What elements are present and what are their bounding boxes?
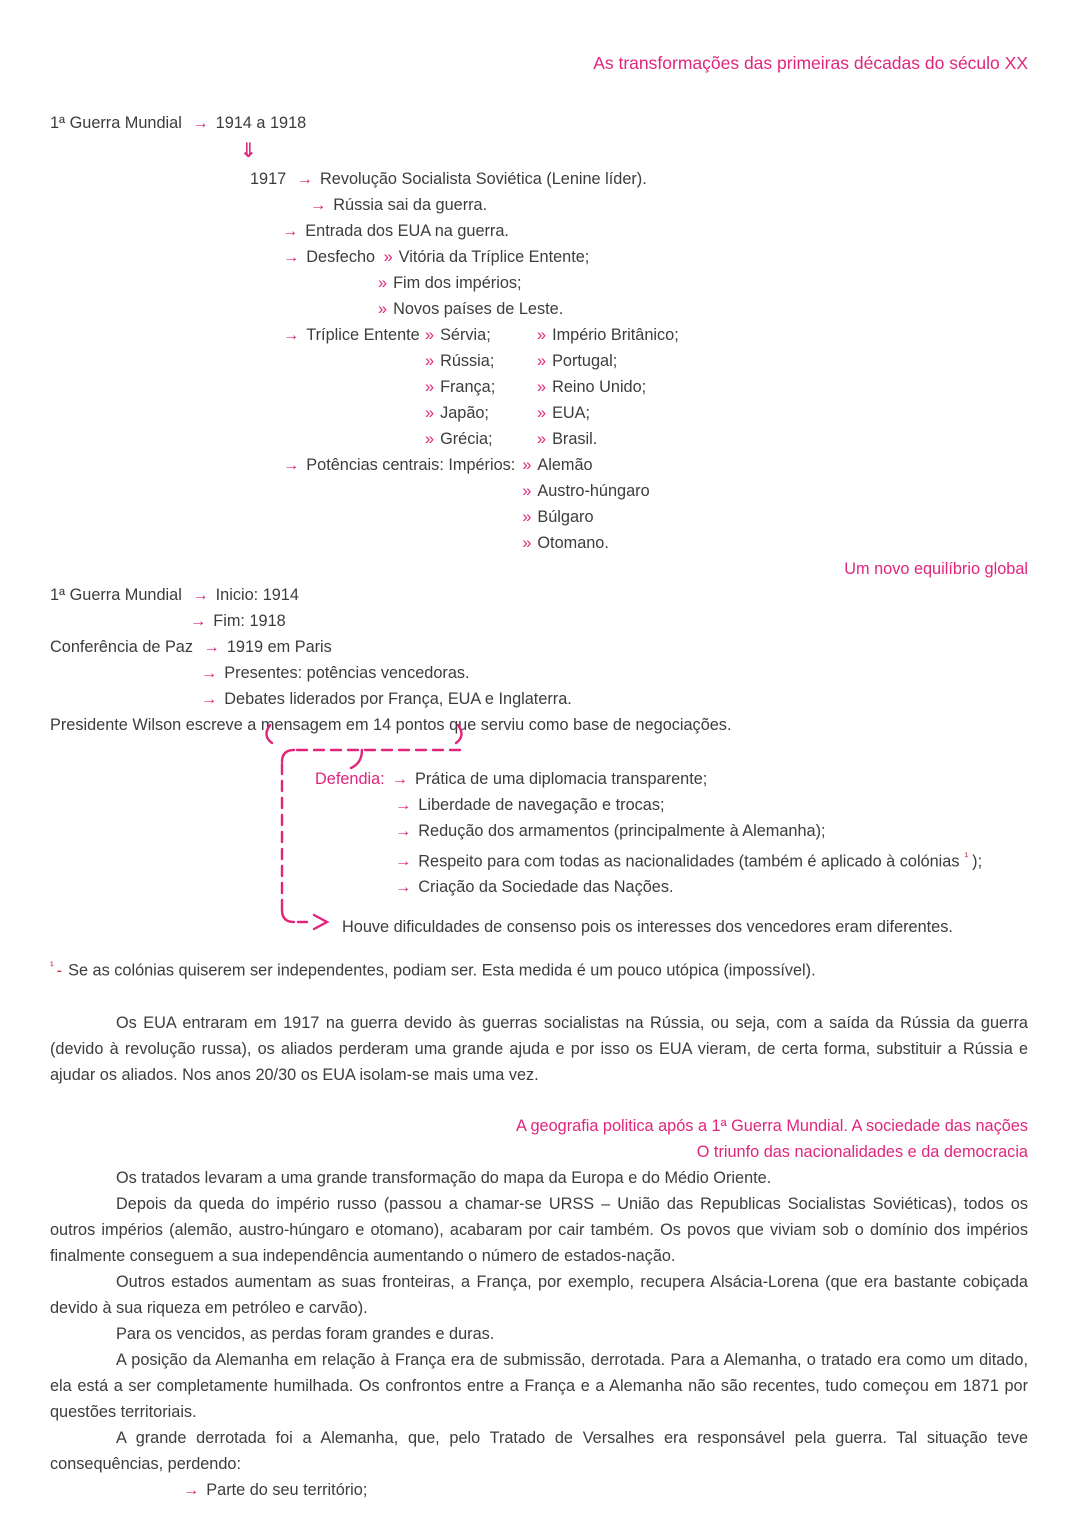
line-outcome (283, 244, 1028, 270)
arrow-icon: → (201, 690, 218, 708)
chevron-icon: » (537, 326, 547, 344)
outcome-2: Fim dos impérios; (393, 274, 522, 292)
list-item: » EUA; (537, 404, 591, 422)
line-outcome-3 (378, 296, 1028, 322)
arrow-icon: → (395, 796, 412, 814)
arrow-icon: → (283, 456, 300, 474)
central-label-line (283, 452, 515, 478)
defended-label: Defendia: (315, 770, 385, 788)
wilson-text: Presidente Wilson escreve a mensagem em 14 pontos que serviu como base de negociações. (50, 716, 732, 734)
arrow-icon: → (395, 822, 412, 840)
paragraph-borders: Outros estados aumentam as suas fronteiras, a França, por exemplo, recupera Alsácia-Lorena (que era bastante cobiçada devido à sua riqueza em petróleo e carvão). (50, 1272, 1028, 1317)
usa-entry-text: Entrada dos EUA na guerra. (305, 222, 509, 240)
chevron-icon: » (522, 456, 532, 474)
arrow-icon: → (395, 878, 412, 897)
list-item: » Búlgaro (522, 508, 594, 526)
arrow-icon: → (283, 248, 300, 266)
list-item: » Império Britânico; (537, 326, 679, 344)
outcome-label: Desfecho (306, 248, 376, 266)
central-powers-block (283, 452, 1028, 556)
paragraph-losers: Para os vencidos, as perdas foram grandes e duras. (116, 1324, 495, 1343)
line-1917 (250, 166, 1028, 192)
arrow-icon: → (203, 638, 220, 656)
section-heading-geography-2: O triunfo das nacionalidades e da democracia (696, 1142, 1028, 1161)
list-item: » Portugal; (537, 352, 618, 370)
list-item: » Austro-húngaro (522, 482, 650, 500)
chevron-icon: » (537, 430, 547, 448)
chevron-icon: » (383, 248, 393, 266)
line-present (201, 660, 1028, 686)
double-down-arrow-icon: ⇓ (240, 140, 257, 162)
line-debates (201, 686, 1028, 712)
loss-territory-text: Parte do seu território; (206, 1480, 368, 1499)
consensus-text: Houve dificuldades de consenso pois os interesses dos vencedores eram diferentes. (342, 918, 953, 937)
line-conference (50, 634, 1028, 660)
list-item: » Rússia; (425, 352, 495, 370)
conference-label: Conferência de Paz (50, 638, 194, 656)
chevron-icon: » (522, 534, 532, 552)
paragraph-germany-defeat: A grande derrotada foi a Alemanha, que, pelo Tratado de Versalhes era responsável pela guerra. Tal situação teve consequências, perdendo: (50, 1428, 1028, 1473)
line-defended-3: → Redução dos armamentos (principalmente à Alemanha); (395, 822, 826, 840)
arrow-icon: → (192, 586, 209, 604)
paragraph-germany-position: A posição da Alemanha em relação à França era de submissão, derrotada. Para a Alemanha, o tratado era como um ditado, ela está a ser completamente humilhada. Os confrontos entre a França e a Alemanha não são recentes, tudo começou em 1871 por questões territoriais. (50, 1350, 1028, 1421)
line-consensus (342, 914, 1028, 940)
chevron-icon: » (522, 508, 532, 526)
chevron-icon: » (537, 352, 547, 370)
debates-text: Debates liderados por França, EUA e Inglaterra. (224, 690, 572, 708)
arrow-icon: → (192, 114, 209, 132)
chevron-icon: » (537, 378, 547, 396)
year-1917: 1917 (250, 170, 287, 188)
list-item: » Brasil. (537, 430, 598, 448)
page-title: As transformações das primeiras décadas do século XX (593, 53, 1028, 73)
list-item: » Alemão (522, 456, 593, 474)
arrow-icon: → (201, 664, 218, 682)
chevron-icon: » (537, 404, 547, 422)
footnote-text: Se as colónias quiserem ser independentes, podiam ser. Esta medida é um pouco utópica (impossível). (68, 961, 816, 980)
chevron-icon: » (378, 274, 388, 292)
list-item: » Japão; (425, 404, 489, 422)
paragraph-treaties: Os tratados levaram a uma grande transformação do mapa da Europa e do Médio Oriente. (116, 1168, 772, 1187)
line-wilson (50, 712, 1028, 738)
line-ww1-end (190, 608, 1028, 634)
outcome-3: Novos países de Leste. (393, 300, 564, 318)
bottom-corner-curve (282, 910, 294, 922)
paragraph-usa: Os EUA entraram em 1917 na guerra devido às guerras socialistas na Rússia, ou seja, com a saída da Rússia da guerra (devido à revolução russa), os aliados perderam uma grande ajuda e por isso os EUA vieram, de certa forma, substituir a Rússia e ajudar os aliados. Nos anos 20/30 os EUA isolam-se mais uma vez. (50, 1013, 1028, 1084)
arrow-icon: → (190, 612, 207, 630)
chevron-icon: » (425, 352, 435, 370)
arrow-icon: → (310, 196, 327, 214)
arrow-icon: → (395, 852, 412, 871)
arrow-icon: → (283, 326, 300, 344)
ww1-start: Inicio: 1914 (215, 586, 299, 604)
central-label: Potências centrais: Impérios: (306, 456, 516, 474)
entente-column-1 (425, 322, 537, 452)
footnote-line (50, 953, 1028, 983)
entente-column-2 (537, 322, 679, 452)
present-text: Presentes: potências vencedoras. (224, 664, 470, 682)
section-heading-geography-1: A geografia politica após a 1ª Guerra Mundial. A sociedade das nações (516, 1116, 1028, 1135)
arrow-icon: → (391, 770, 408, 788)
footnote-ref-icon: ¹ (964, 851, 969, 863)
line-defended-5: → Criação da Sociedade das Nações. (395, 878, 674, 897)
ww1-label: 1ª Guerra Mundial (50, 586, 182, 604)
entente-label: Tríplice Entente (306, 326, 420, 344)
arrowhead-icon (314, 915, 327, 929)
chevron-icon: » (522, 482, 532, 500)
chevron-icon: » (425, 430, 435, 448)
entente-block (283, 322, 1028, 452)
outcome-1: Vitória da Tríplice Entente; (398, 248, 590, 266)
wilson-block (50, 712, 1028, 940)
line-defended-2: → Liberdade de navegação e trocas; (395, 796, 665, 814)
line-defended-1: Defendia: → Prática de uma diplomacia transparente; (315, 770, 708, 788)
list-item: » Sérvia; (425, 326, 491, 344)
list-item: » França; (425, 378, 496, 396)
footnote-dash: - (56, 961, 63, 980)
arrow-icon: → (282, 222, 299, 240)
line-usa-entry (282, 218, 1028, 244)
chevron-icon: » (425, 326, 435, 344)
paragraph-empires: Depois da queda do império russo (passou a chamar-se URSS – União das Republicas Socialistas Soviéticas), todos os outros impérios (alemão, austro-húngaro e otomano), acabaram por cair também. Os povos que viviam sob o domínio dos impérios finalmente conseguem a sua independência aumentando o número de estados-nação. (50, 1194, 1028, 1265)
line-ww1-start (50, 582, 1028, 608)
arrow-icon: → (296, 170, 314, 188)
line-defended-4: → Respeito para com todas as nacionalidades (também é aplicado à colónias $^{^1}$ ); (395, 851, 983, 871)
ww1-root-label: 1ª Guerra Mundial (50, 114, 182, 132)
revolution-text: Revolução Socialista Soviética (Lenine líder). (320, 170, 647, 188)
arrow-icon: → (183, 1480, 200, 1499)
line-outcome-2 (378, 270, 1028, 296)
russia-exit-text: Rússia sai da guerra. (333, 196, 488, 214)
chevron-icon: » (425, 378, 435, 396)
ww1-end: Fim: 1918 (213, 612, 286, 630)
central-powers-column (522, 452, 649, 556)
left-corner-curve (282, 750, 294, 762)
chevron-icon: » (425, 404, 435, 422)
conference-value: 1919 em Paris (226, 638, 332, 656)
ww1-root-line (50, 110, 1028, 136)
ww1-root-value: 1914 a 1918 (215, 114, 307, 132)
entente-label-line (283, 322, 425, 348)
chevron-icon: » (378, 300, 388, 318)
list-item: » Otomano. (522, 534, 609, 552)
section-heading-equilibrium: Um novo equilíbrio global (844, 560, 1028, 578)
line-loss-territory (183, 1477, 1028, 1503)
footnote-marker: ¹ (50, 960, 54, 973)
line-russia-exit (310, 192, 1028, 218)
list-item: » Grécia; (425, 430, 493, 448)
list-item: » Reino Unido; (537, 378, 647, 396)
